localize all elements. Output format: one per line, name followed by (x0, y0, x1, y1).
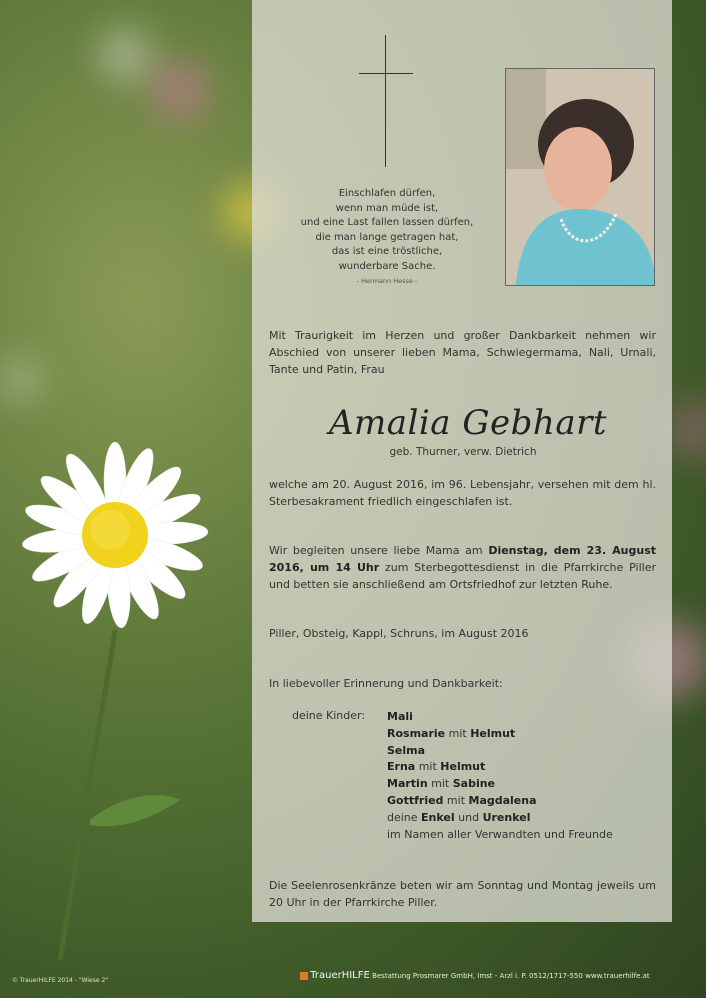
mourner-name: Rosmarie (387, 726, 446, 740)
death-notice: welche am 20. August 2016, im 96. Lebensjahr, versehen mit dem hl. Sterbesakrament friedlich eingeschlafen ist. (269, 478, 656, 508)
mourner-row (387, 743, 613, 760)
mourner-row (387, 776, 613, 793)
mourner-connector: mit (443, 793, 469, 807)
funeral-date: Dienstag, dem 23. August 2016, um 14 Uhr (269, 544, 657, 574)
poem-line: wenn man müde ist, (335, 202, 439, 214)
remembrance-heading: In liebevoller Erinnerung und Dankbarkeit: (269, 677, 503, 690)
bg-blur (150, 60, 210, 120)
poem-line: Einschlafen dürfen, (338, 188, 436, 199)
mourner-name: Selma (387, 743, 426, 757)
mourner-row (387, 709, 613, 726)
mourner-row (387, 793, 613, 810)
poem-line: die man lange getragen hat, (315, 231, 459, 243)
mourner-partner: Helmut (470, 726, 516, 740)
intro-text: Mit Traurigkeit im Herzen und großer Dankbarkeit nehmen wir Abschied von unserer lieben Mama, Schwiegermama, Nali, Urnali, Tante und Patin, Frau (269, 329, 656, 376)
mourner-connector: mit (415, 760, 441, 774)
rosary-info: Die Seelenrosenkränze beten wir am Sonntag und Montag jeweils um 20 Uhr in der Pfarrkirche Piller. (269, 879, 656, 909)
poem (272, 187, 502, 289)
mourner-row (387, 759, 613, 776)
mourner-partner: Magdalena (468, 793, 537, 807)
deceased-name: Amalia Gebhart (328, 403, 608, 443)
funeral-info (269, 542, 656, 593)
company-info: Bestattung Prosmarer GmbH, Imst - Arzl i. P. 0512/1717-550 www.trauerhilfe.at (372, 972, 650, 980)
mourner-name: Gottfried (387, 793, 444, 807)
mourner-connector: mit (427, 777, 453, 791)
mourner-partner: Helmut (440, 760, 486, 774)
poem-author: - Hermann Hesse - (356, 277, 418, 285)
mourner-partner: Sabine (452, 777, 496, 791)
bg-blur (100, 30, 150, 80)
poem-line: und eine Last fallen lassen dürfen, (300, 217, 474, 228)
cross-icon-bar (359, 73, 413, 74)
brand-logo-icon (300, 972, 308, 980)
grandkids-pre: deine (387, 810, 422, 824)
poem-line: das ist eine tröstliche, (331, 246, 443, 257)
bg-blur (670, 400, 706, 460)
funeral-post: zum Sterbegottesdienst in die Pfarrkirche Piller und betten sie anschließend am Ortsfriedhof zur letzten Ruhe. (269, 561, 656, 591)
relatives-row: im Namen aller Verwandten und Freunde (387, 827, 613, 841)
mourner-name: Mali (387, 710, 413, 723)
mourners-list (387, 709, 613, 843)
footer-info (300, 970, 650, 981)
grandkids-row (387, 810, 613, 827)
poem-line: wunderbare Sache. (338, 260, 436, 272)
grandkids-connector: und (454, 810, 483, 824)
birth-name: geb. Thurner, verw. Dietrich (389, 446, 537, 458)
mourner-name: Erna (387, 760, 416, 774)
kids-label: deine Kinder: (292, 709, 366, 722)
portrait-photo (505, 68, 655, 286)
place-date: Piller, Obsteig, Kappl, Schruns, im August 2016 (269, 627, 529, 640)
mourner-connector: mit (445, 726, 471, 740)
funeral-pre: Wir begleiten unsere liebe Mama am (269, 544, 489, 557)
grandkids-b: Urenkel (482, 810, 531, 824)
mourner-row (387, 726, 613, 743)
bg-blur (0, 360, 40, 400)
daisy-illustration (20, 440, 240, 960)
mourner-name: Martin (387, 777, 428, 791)
grandkids-a: Enkel (421, 810, 455, 824)
cross-icon (385, 35, 386, 167)
copyright: © TrauerHILFE 2014 - "Wiese 2" (12, 977, 109, 984)
brand-name: TrauerHILFE (310, 970, 370, 981)
